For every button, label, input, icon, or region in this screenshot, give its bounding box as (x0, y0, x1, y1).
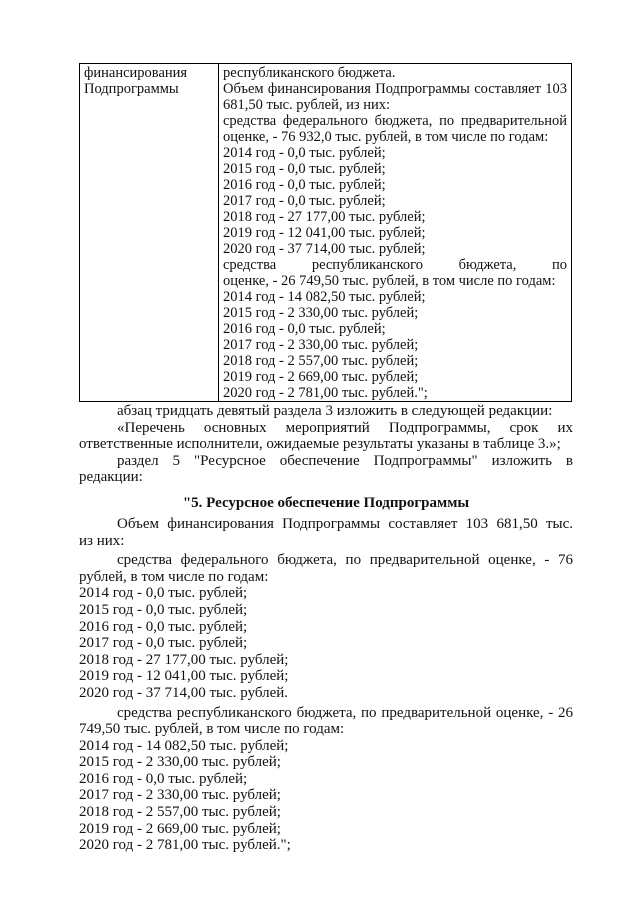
table-label-cell (80, 64, 219, 402)
year-line: 2014 год - 0,0 тыс. рублей; (79, 585, 248, 602)
table-year-line: 2014 год - 0,0 тыс. рублей; (223, 145, 386, 161)
table-text-line: республиканского бюджета. (223, 65, 396, 81)
table-year-line: 2018 год - 2 557,00 тыс. рублей; (223, 353, 419, 369)
year-line: 2018 год - 2 557,00 тыс. рублей; (79, 804, 281, 821)
table-text-line: средства федерального бюджета, по предварительной (223, 113, 567, 129)
year-line: 2020 год - 37 714,00 тыс. рублей. (79, 684, 289, 701)
table-text-line: Объем финансирования Подпрограммы составляет 103 (223, 81, 567, 97)
paragraph-line: средства федерального бюджета, по предварительной оценке, - 76 (117, 552, 573, 569)
table-text-line: средства республиканского бюджета, по (223, 257, 567, 273)
table-year-line: 2015 год - 2 330,00 тыс. рублей; (223, 305, 419, 321)
table-year-line: 2017 год - 2 330,00 тыс. рублей; (223, 337, 419, 353)
year-line: 2019 год - 12 041,00 тыс. рублей; (79, 668, 289, 685)
table-year-line: 2014 год - 14 082,50 тыс. рублей; (223, 289, 426, 305)
table-text-line: оценке, - 76 932,0 тыс. рублей, в том числе по годам: (223, 129, 549, 145)
funding-table (79, 63, 572, 402)
year-line: 2014 год - 14 082,50 тыс. рублей; (79, 737, 289, 754)
table-text-line: 681,50 тыс. рублей, из них: (223, 97, 390, 113)
paragraph-line: 749,50 тыс. рублей, в том числе по годам: (79, 721, 345, 738)
year-line: 2020 год - 2 781,00 тыс. рублей."; (79, 837, 291, 854)
table-value-cell (219, 64, 572, 402)
paragraph-line: из них: (79, 532, 125, 549)
table-year-line: 2019 год - 12 041,00 тыс. рублей; (223, 225, 426, 241)
section-heading: "5. Ресурсное обеспечение Подпрограммы (182, 494, 470, 511)
year-line: 2015 год - 2 330,00 тыс. рублей; (79, 754, 281, 771)
paragraph-line: «Перечень основных мероприятий Подпрограммы, срок их (117, 419, 573, 436)
paragraph-line: ответственные исполнители, ожидаемые результаты указаны в таблице 3.»; (79, 436, 561, 453)
paragraph-line: средства республиканского бюджета, по предварительной оценке, - 26 (117, 704, 573, 721)
year-line: 2016 год - 0,0 тыс. рублей; (79, 770, 248, 787)
table-year-line: 2016 год - 0,0 тыс. рублей; (223, 321, 386, 337)
table-text-line: оценке, - 26 749,50 тыс. рублей, в том числе по годам: (223, 273, 556, 289)
table-year-line: 2017 год - 0,0 тыс. рублей; (223, 193, 386, 209)
document-body (79, 403, 573, 854)
year-line: 2018 год - 27 177,00 тыс. рублей; (79, 651, 289, 668)
paragraph-line: Объем финансирования Подпрограммы составляет 103 681,50 тыс. (117, 515, 573, 532)
paragraph-line: абзац тридцать девятый раздела 3 изложить в следующей редакции: (117, 403, 553, 419)
table-year-line: 2016 год - 0,0 тыс. рублей; (223, 177, 386, 193)
table-year-line: 2020 год - 37 714,00 тыс. рублей; (223, 241, 426, 257)
table-label-line: Подпрограммы (84, 81, 179, 97)
paragraph-line: раздел 5 "Ресурсное обеспечение Подпрограммы" изложить в (117, 452, 573, 469)
table-year-line: 2018 год - 27 177,00 тыс. рублей; (223, 209, 426, 225)
paragraph-line: редакции: (79, 469, 143, 486)
year-line: 2017 год - 2 330,00 тыс. рублей; (79, 787, 281, 804)
table-row (80, 64, 572, 402)
year-line: 2017 год - 0,0 тыс. рублей; (79, 635, 248, 652)
table-year-line: 2015 год - 0,0 тыс. рублей; (223, 161, 386, 177)
year-line: 2016 год - 0,0 тыс. рублей; (79, 618, 248, 635)
year-line: 2019 год - 2 669,00 тыс. рублей; (79, 820, 281, 837)
table-label-line: финансирования (84, 65, 188, 81)
year-line: 2015 год - 0,0 тыс. рублей; (79, 601, 248, 618)
table-year-line: 2019 год - 2 669,00 тыс. рублей; (223, 369, 419, 385)
paragraph-line: рублей, в том числе по годам: (79, 568, 269, 585)
table-year-line: 2020 год - 2 781,00 тыс. рублей."; (223, 385, 428, 401)
